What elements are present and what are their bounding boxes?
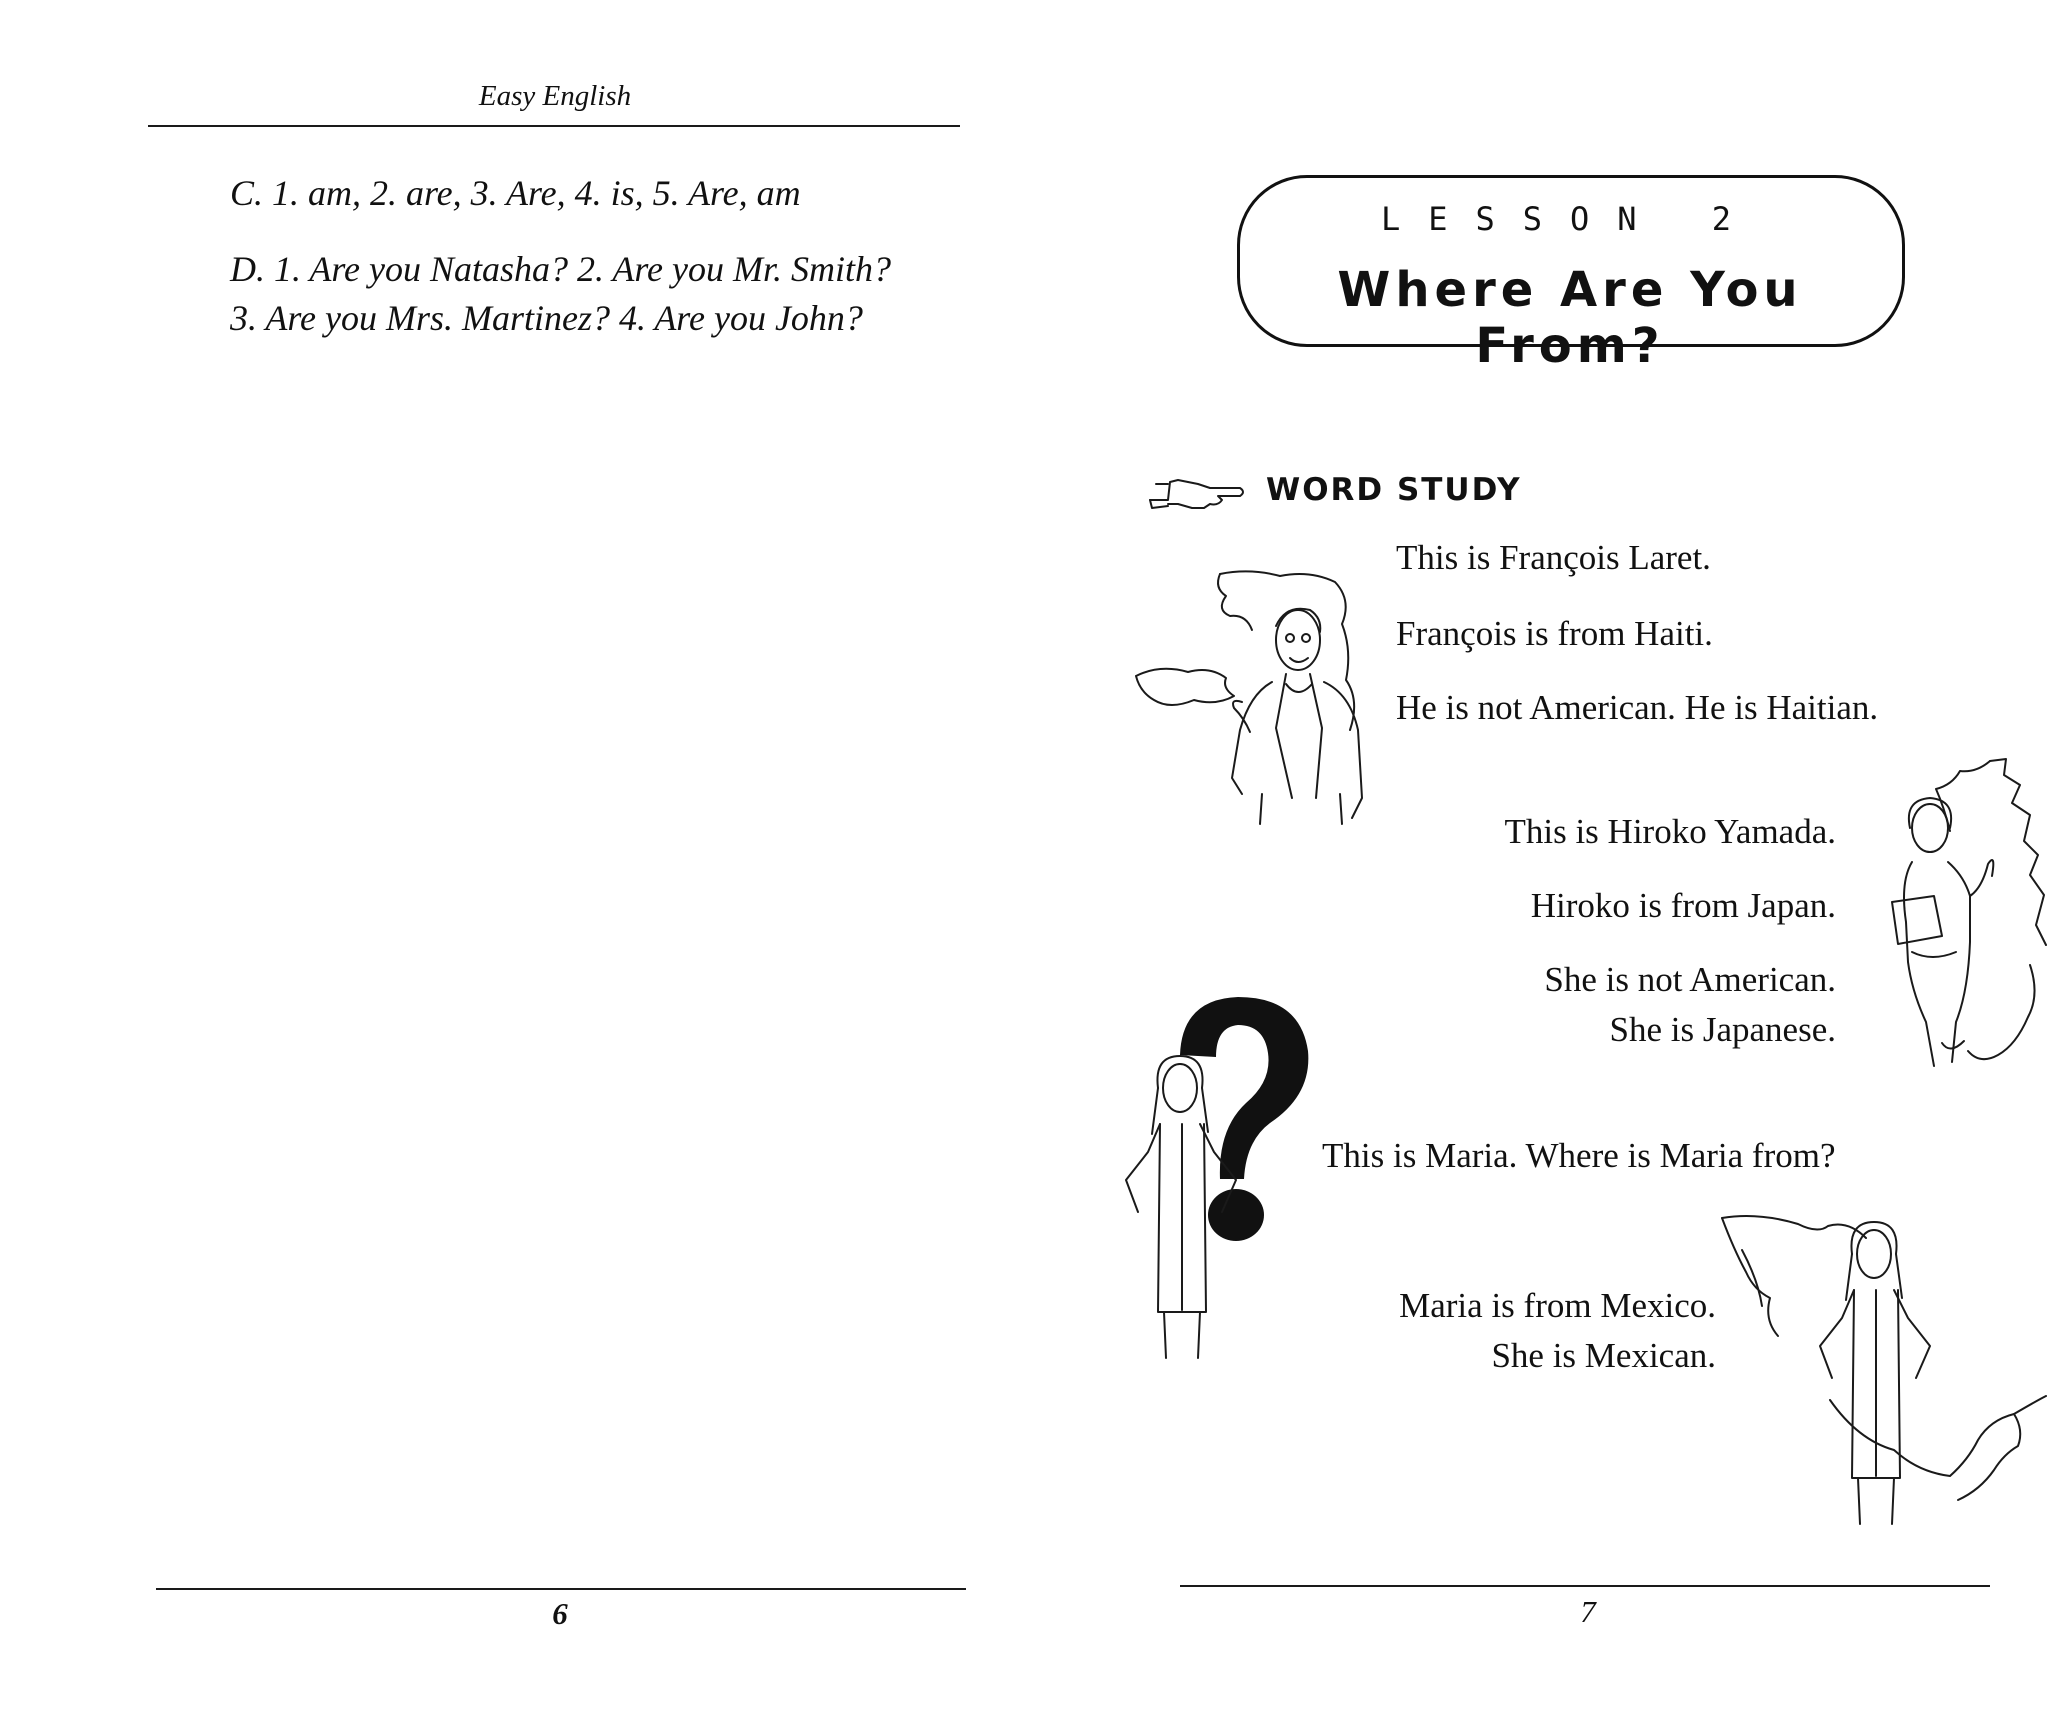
hiroko-line4: She is Japanese. <box>1609 1010 1836 1049</box>
answer-d-line2: 3. Are you Mrs. Martinez? 4. Are you John? <box>230 298 863 338</box>
maria-answer-line2: She is Mexican. <box>1491 1336 1716 1375</box>
section-heading: WORD STUDY <box>1266 472 1522 508</box>
footer-rule-left <box>156 1588 966 1590</box>
footer-rule-right <box>1180 1585 1990 1587</box>
page-number-left: 6 <box>552 1596 568 1631</box>
hiroko-line3: She is not American. <box>1544 960 1836 999</box>
hiroko-line2: Hiroko is from Japan. <box>1530 886 1836 925</box>
francois-line3: He is not American. He is Haitian. <box>1396 688 1879 727</box>
man-illustration <box>1190 598 1390 828</box>
lesson-title: Where Are You From? <box>1337 262 1803 374</box>
maria-answer-illustration <box>1812 1218 1942 1530</box>
page-number-right: 7 <box>1580 1594 1596 1629</box>
header-rule <box>148 125 960 127</box>
maria-question: This is Maria. Where is Maria from? <box>1322 1136 1836 1175</box>
lesson-label: LESSON 2 <box>1380 200 1760 238</box>
answer-c: C. 1. am, 2. are, 3. Are, 4. is, 5. Are, am <box>230 173 801 213</box>
pointing-hand-icon <box>1148 470 1248 512</box>
maria-answer-line1: Maria is from Mexico. <box>1399 1286 1716 1325</box>
woman-illustration <box>1872 792 2002 1072</box>
francois-line2: François is from Haiti. <box>1396 614 1713 653</box>
running-head: Easy English <box>478 80 632 112</box>
francois-line1: This is François Laret. <box>1396 538 1711 577</box>
maria-question-illustration <box>1118 1052 1248 1364</box>
answer-d-line1: D. 1. Are you Natasha? 2. Are you Mr. Smith? <box>230 249 891 289</box>
hiroko-line1: This is Hiroko Yamada. <box>1504 812 1836 851</box>
